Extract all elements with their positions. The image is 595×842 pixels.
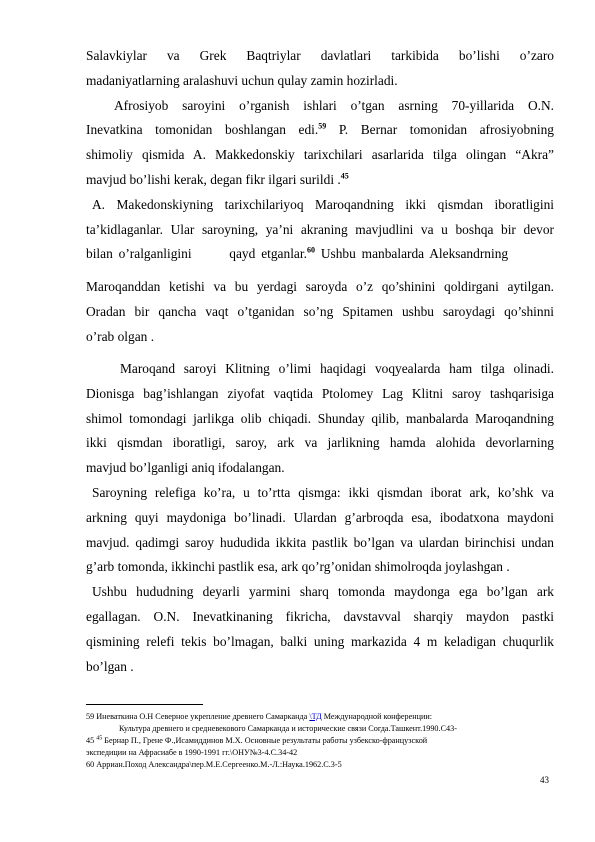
footnote-ref: 45 [340, 171, 349, 181]
text-line: o’rab olgan . [86, 328, 155, 344]
page-number: 43 [540, 775, 549, 785]
paragraph-6 [86, 580, 554, 679]
text-line: shimol tomondagi jarlikga olib chiqadi. Shunday qilib, manbalarda Maroqandning [86, 410, 554, 426]
paragraph-5 [86, 481, 554, 580]
footnote-ref: 60 [306, 245, 315, 255]
text-line: mavjud. qadimgi saroy hududida ikkita pastlik bo’lgan va ulardan birinchisi undan [86, 534, 554, 550]
text-line: shimoliy qismida A. Makkedonskiy tarixchilari asarlarida tilga olingan “Akra” [86, 147, 554, 163]
text-line: qismining relefi tekis bo’lmagan, balki uning markazida 4 m keladigan chuqurlik [86, 633, 554, 649]
text-line: Salavkiylar va Grek Baqtriylar davlatlari tarkibida bo’lishi o’zaro [86, 48, 554, 63]
text-line: ikki qismdan iboratligi, saroy, ark va jarlikning hamda alohida devorlarning [86, 435, 554, 451]
text-line: Afrosiyob saroyini o’rganish ishlari o’tgan asrning 70-yillarida O.N. [114, 97, 554, 113]
footnote-ref: 45 [96, 735, 103, 742]
text-fragment: mavjud bo’lishi kerak, degan fikr ilgari surildi . [86, 171, 341, 187]
text-line: mavjud bo’lganligi aniq ifodalangan. [86, 460, 285, 476]
text-line: Oradan bir qancha vaqt o’tganidan so’ng Spitamen ushbu saroydagi qo’shinni [86, 304, 554, 320]
footnote-link[interactable]: \ТД [309, 712, 322, 721]
text-line: Dionisga bag’ishlangan ziyofat vaqtida Ptolomey Lag Klitni saroy tashqarisiga [86, 385, 554, 401]
text-line [86, 168, 554, 193]
text-line: Saroyning relefiga ko’ra, u to’rtta qismga: ikki qismdan iborat ark, ko’shk va [92, 485, 554, 500]
paragraph-2 [86, 94, 554, 193]
text-line: g’arb tomonda, ikkinchi pastlik esa, ark qo’rg’onidan shimolroqda joylashgan . [86, 559, 510, 575]
text-line: egallagan. O.N. Inevatkinaning fikricha, davstavval sharqiy maydon pastki [86, 608, 554, 624]
paragraph-1 [86, 44, 554, 94]
footnote-60: 60 Арриан.Поход Александра\пер.М.Е.Сергеенко.М.-Л.:Наука.1962.С.3-5 [86, 760, 342, 769]
footnote-45 [86, 735, 556, 747]
paragraph-4 [86, 357, 554, 481]
text-line [86, 118, 554, 143]
footnote-45-continued: экспедиции на Афрасиабе в 1990-1991 гг.\ОНУ№3-4.С.34-42 [86, 748, 298, 757]
text-line: Ushbu hududning deyarli yarmini sharq tomonda maydonga ega bo’lgan ark [92, 584, 554, 600]
text-fragment: bilan o’ralganligini [86, 246, 192, 262]
footnote-text: Бернар П., Грене Ф.,Исамиддинов М.Х. Основные результаты работы узбекско-французской [104, 736, 428, 745]
footnote-number: 45 [86, 736, 95, 745]
text-line: ta’kidlaganlar. Ular saroyning, ya’ni akraning mavjudlini va u boshqa bir devor [86, 221, 554, 237]
footnote-ref: 59 [318, 121, 327, 131]
footnote-59-continued: Культура древнего и средневекового Самарканда и исторические связи Согда.Ташкент.1990.С43- [119, 724, 457, 733]
text-line: bo’lgan . [86, 658, 134, 674]
text-fragment: qayd etganlar. [229, 246, 307, 262]
text-fragment: Inevatkina tomonidan boshlangan edi. [86, 122, 319, 138]
text-line [86, 242, 554, 275]
text-fragment: Ushbu manbalarda Aleksandrning [320, 246, 509, 262]
text-fragment: P. Bernar tomonidan afrosiyobning [338, 122, 554, 138]
footnote-59 [86, 711, 556, 723]
text-line: A. Makedonskiyning tarixchilariyoq Maroqandning ikki qismdan iboratligini [92, 196, 554, 212]
text-line: Maroqanddan ketishi va bu yerdagi saroyda o’z qo’shinini qoldirgani aytilgan. [86, 279, 554, 295]
footnote-text: Международной конференции: [321, 712, 433, 721]
footnote-text: 59 Иневаткина О.Н Северное укрепление древнего Самарканда [86, 712, 308, 721]
text-line: Maroqand saroyi Klitning o’limi haqidagi voqyealarda ham tilga olinadi. [120, 361, 554, 376]
footnote-divider [86, 704, 203, 705]
text-line: arkning quyi maydoniga bo’linadi. Ulardan g’arbroqda esa, ibodatxona maydoni [86, 509, 554, 525]
paragraph-3 [86, 193, 554, 350]
text-line: madaniyatlarning aralashuvi uchun qulay zamin hozirladi. [86, 72, 398, 88]
